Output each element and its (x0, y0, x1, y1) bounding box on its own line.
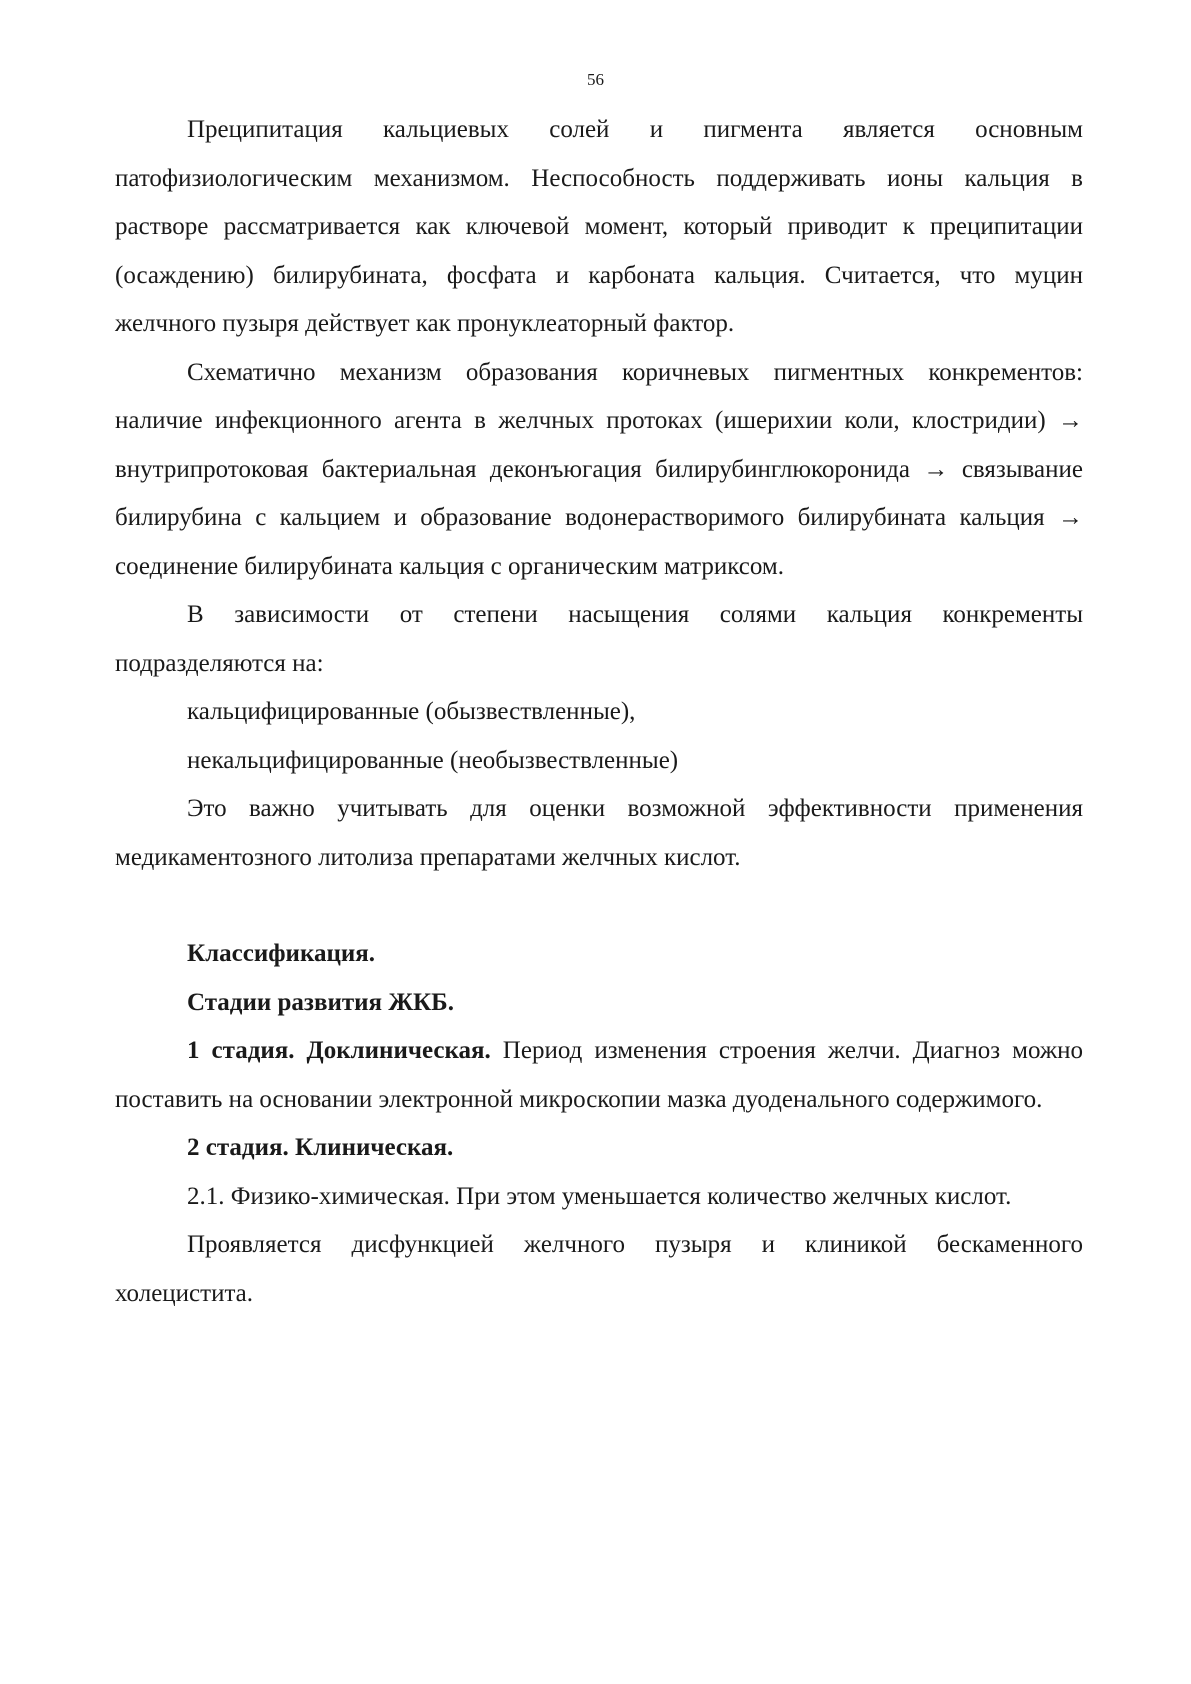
stage-1-label: 1 стадия. Доклиническая. (187, 1037, 491, 1064)
section-gap (115, 882, 1083, 930)
paragraph-calcium-saturation: В зависимости от степени насыщения солями кальция конкременты подразделяются на: (115, 601, 1083, 677)
stage-1-text: Период изменения строения желчи. Диагноз можно поставить на основании электронной микроскопии мазка дуоденального содержимого. (115, 1037, 1084, 1113)
page-number: 56 (587, 70, 604, 89)
heading-classification-text: Классификация. (187, 940, 376, 967)
page-body (115, 106, 1083, 1318)
paragraph-precipitation: Преципитация кальциевых солей и пигмента является основным патофизиологическим механизмом. Неспособность поддерживать ионы кальция в растворе рассматривается как ключевой момент, который приводит к преципитации (осаждению) билирубината, фосфата и карбоната кальция. Считается, что муцин желчного пузыря действует как пронуклеаторный фактор. (115, 116, 1083, 337)
stage-2-label: 2 стадия. Клиническая. (187, 1134, 454, 1161)
heading-stages-text: Стадии развития ЖКБ. (187, 988, 454, 1016)
heading-stages (115, 979, 1083, 1028)
paragraph-brown-stones-mechanism: Схематично механизм образования коричневых пигментных конкрементов: наличие инфекционного агента в желчных протоках (ишерихии коли, клостридии) → внутрипротоковая бактериальная деконъюгация билирубинглюкоронида → связывание билирубина с кальцием и образование водонерастворимого билирубината кальция → соединение билирубината кальция с органическим матриксом. (115, 358, 1083, 580)
paragraph-dysfunction: Проявляется дисфункцией желчного пузыря и клиникой бескаменного холецистита. (115, 1231, 1083, 1307)
heading-classification (115, 930, 1083, 979)
list-item-calcified: кальцифицированные (обызвествленные), (187, 698, 636, 725)
paragraph-stage-2-1: 2.1. Физико-химическая. При этом уменьшается количество желчных кислот. (187, 1182, 1012, 1210)
paragraph-stage-1 (115, 1027, 1083, 1124)
list-item-non-calcified: некальцифицированные (необызвествленные) (187, 746, 679, 774)
paragraph-litholysis: Это важно учитывать для оценки возможной эффективности применения медикаментозного литолиза препаратами желчных кислот. (115, 795, 1083, 871)
heading-stage-2 (115, 1124, 1083, 1173)
